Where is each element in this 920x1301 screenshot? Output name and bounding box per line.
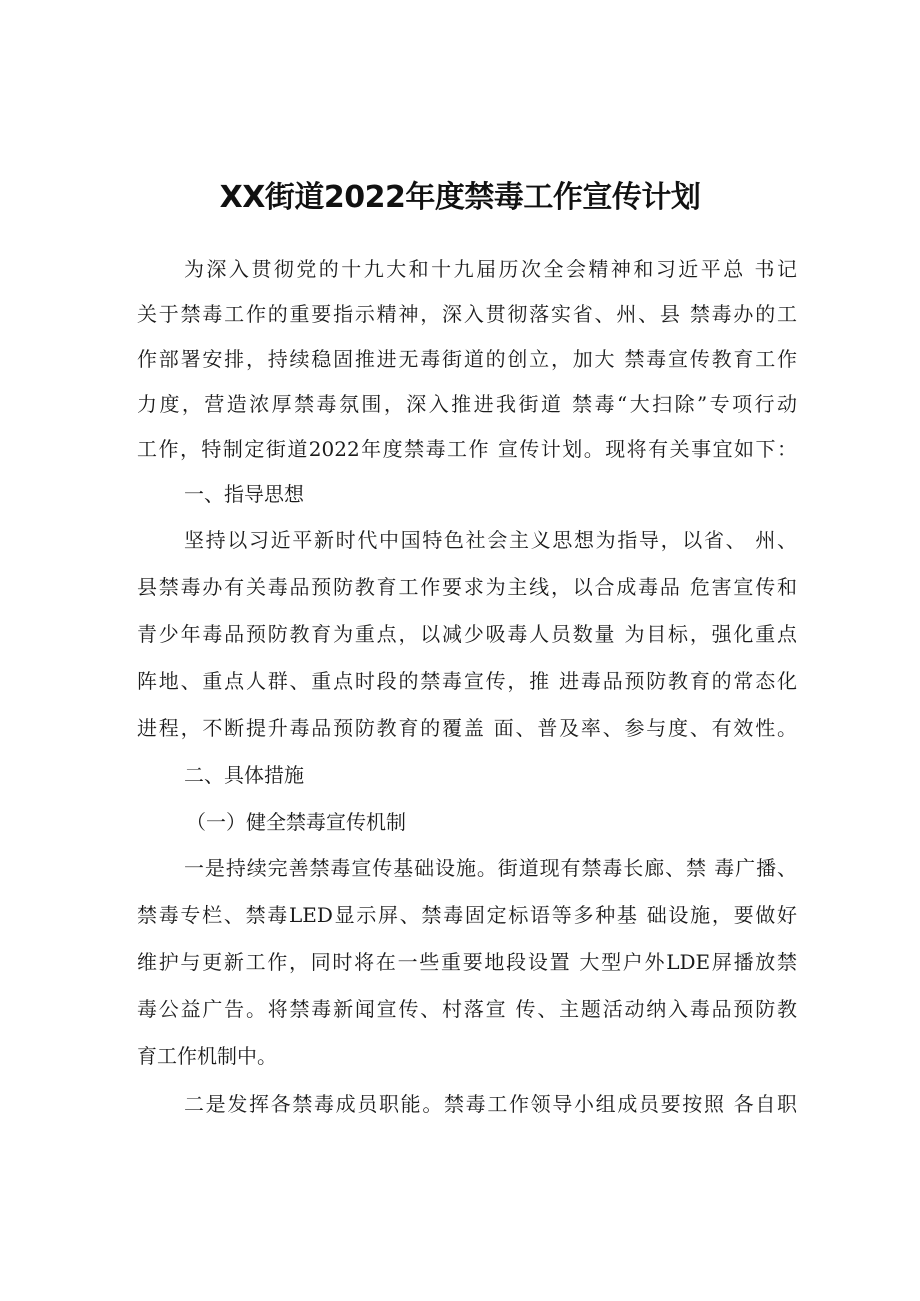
intro-line: 力度，营造浓厚禁毒氛围，深入推进我街道 禁毒“大扫除”专项行动 <box>137 392 797 416</box>
para1-line: 一是持续完善禁毒宣传基础设施。街道现有禁毒长廊、禁 毒广播、 <box>184 856 797 880</box>
section1-line: 县禁毒办有关毒品预防教育工作要求为主线，以合成毒品 危害宣传和 <box>137 575 797 599</box>
para2-line: 二是发挥各禁毒成员职能。禁毒工作领导小组成员要按照 各自职 <box>184 1092 797 1116</box>
para1-line: 维护与更新工作，同时将在一些重要地段设置 大型户外LDE屏播放禁 <box>137 950 797 974</box>
para1-line: 育工作机制中。 <box>137 1044 277 1068</box>
section1-line: 青少年毒品预防教育为重点，以减少吸毒人员数量 为目标，强化重点 <box>137 622 797 646</box>
para1-line: 毒公益广告。将禁毒新闻宣传、村落宣 传、主题活动纳入毒品预防教 <box>137 997 797 1021</box>
section1-line: 坚持以习近平新时代中国特色社会主义思想为指导，以省、 州、 <box>184 528 797 552</box>
intro-line: 工作，特制定街道2022年度禁毒工作 宣传计划。现将有关事宜如下： <box>137 437 797 461</box>
document-title: XX街道2022年度禁毒工作宣传计划 <box>219 180 701 215</box>
section1-line: 阵地、重点人群、重点时段的禁毒宣传，推 进毒品预防教育的常态化 <box>137 669 797 693</box>
intro-line: 为深入贯彻党的十九大和十九届历次全会精神和习近平总 书记 <box>184 257 797 281</box>
intro-line: 作部署安排，持续稳固推进无毒街道的创立，加大 禁毒宣传教育工作 <box>137 347 797 371</box>
section-heading: 二、具体措施 <box>184 763 304 787</box>
subsection-heading: （一）健全禁毒宣传机制 <box>186 810 406 834</box>
section1-line: 进程，不断提升毒品预防教育的覆盖 面、普及率、参与度、有效性。 <box>137 716 797 740</box>
section-heading: 一、指导思想 <box>184 482 304 506</box>
intro-line: 关于禁毒工作的重要指示精神，深入贯彻落实省、州、县 禁毒办的工 <box>137 302 797 326</box>
para1-line: 禁毒专栏、禁毒LED显示屏、禁毒固定标语等多种基 础设施，要做好 <box>137 903 797 927</box>
